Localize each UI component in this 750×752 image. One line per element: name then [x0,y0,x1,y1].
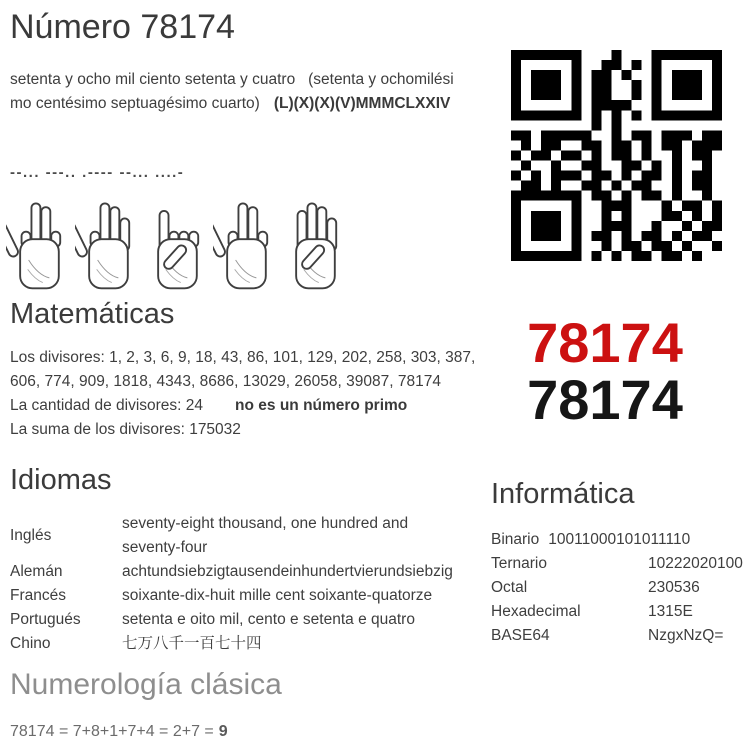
language-value: 七万八千一百七十四 [122,635,262,652]
matematicas-body [10,346,488,442]
language-row [10,584,490,608]
section-heading-matematicas: Matemáticas [10,298,175,330]
base-row-ternario [491,552,747,576]
language-label: Portugués [10,611,81,628]
base-value: 230536 [648,579,700,596]
base-label: BASE64 [491,627,550,644]
section-heading-idiomas: Idiomas [10,464,112,496]
divisors-text: Los divisores: 1, 2, 3, 6, 9, 18, 43, 86, 101, 129, 202, 258, 303, 387, 606, 774, 909, 1818, 4343, 8686, 13029, 26058, 39087, 78174 [10,349,476,390]
language-value: seventy-eight thousand, one hundred and seventy-four [122,515,409,556]
base-value: 10011000101011110 [548,531,691,548]
language-label: Alemán [10,563,63,580]
base-label: Octal [491,579,528,596]
number-words-line1: setenta y ocho mil ciento setenta y cuatro (setenta y ochomilési [10,71,454,88]
language-value: achtundsiebzigtausendeinhundertvierundsiebzig [122,563,453,580]
base-row-hexadecimal [491,600,747,624]
number-words-line2 [10,92,490,116]
hand-signs [6,192,348,294]
number-words [10,68,490,116]
base-conversion-table [491,528,747,648]
language-label: Inglés [10,527,52,544]
hand-sign-digit-4 [282,192,348,294]
prime-status: no es un número primo [235,397,408,414]
number-display [480,311,730,431]
base-row-base64 [491,624,747,648]
number-display-red: 78174 [527,311,683,374]
language-label: Francés [10,587,66,604]
base-value: NzgxNzQ= [648,627,724,644]
divisor-sum: La suma de los divisores: 175032 [10,421,241,438]
divisor-count: La cantidad de divisores: 24 [10,397,204,414]
morse-code: --... ---.. .---- --... ....- [10,164,185,181]
hand-sign-digit-8 [75,192,141,294]
base-row-binario [491,528,747,552]
language-row [10,560,490,584]
roman-numeral: (L)(X)(X)(V)MMMCLXXIV [273,95,451,112]
base-value: 1315E [648,603,693,620]
qr-code-svg [511,50,722,261]
language-row [10,512,490,560]
hand-sign-digit-7 [213,192,279,294]
language-row [10,608,490,632]
section-heading-numerologia: Numerología clásica [10,668,282,701]
language-value: setenta e oito mil, cento e setenta e quatro [122,611,415,628]
hand-sign-digit-1 [144,192,210,294]
language-value: soixante-dix-huit mille cent soixante-quatorze [122,587,433,604]
divisor-count-line [10,394,488,418]
hand-sign-digit-7 [6,192,72,294]
number-display-black: 78174 [527,368,683,431]
base-label: Binario [491,531,540,548]
ordinal-text: mo centésimo septuagésimo cuarto) [10,95,260,112]
base-value: 10222020100 [648,555,743,572]
language-row [10,632,490,656]
numerology-result: 9 [218,723,228,740]
base-label: Ternario [491,555,547,572]
base-row-octal [491,576,747,600]
numerology-formula [10,722,228,742]
base-label: Hexadecimal [491,603,581,620]
qr-code [511,50,722,261]
page-title: Número 78174 [10,8,235,46]
numerology-formula-text: 78174 = 7+8+1+7+4 = 2+7 = [10,723,214,740]
language-table [10,512,490,656]
section-heading-informatica: Informática [491,478,635,510]
language-label: Chino [10,635,51,652]
